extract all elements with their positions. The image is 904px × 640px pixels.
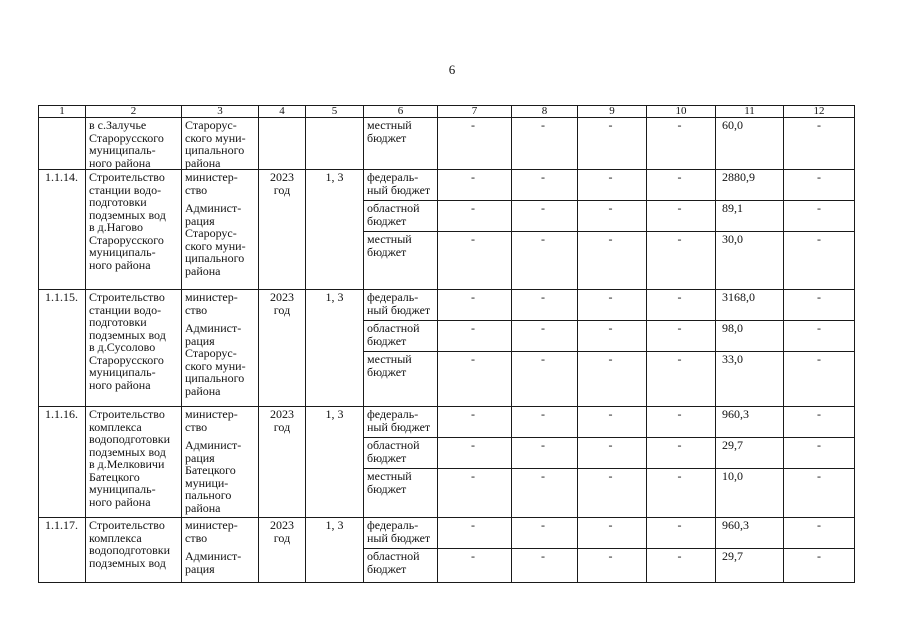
cell-line: подземных вод bbox=[89, 207, 166, 222]
item-code: 1.1.17. bbox=[39, 518, 86, 583]
funding-source bbox=[364, 170, 438, 201]
cell-line: ного района bbox=[89, 377, 151, 392]
funding-c8: - bbox=[512, 290, 578, 321]
item-name bbox=[86, 518, 182, 583]
co-executor bbox=[185, 439, 255, 514]
cell-line: ципального bbox=[185, 371, 245, 385]
cell-line: подземных вод bbox=[89, 327, 166, 342]
item-target: 1, 3 bbox=[306, 407, 364, 518]
item-agency bbox=[182, 170, 259, 290]
column-header: 10 bbox=[647, 106, 716, 118]
budget-table bbox=[38, 105, 855, 583]
item-code bbox=[39, 118, 86, 170]
funding-c7: - bbox=[438, 290, 512, 321]
table-row bbox=[39, 290, 855, 321]
funding-source bbox=[364, 518, 438, 549]
item-agency bbox=[182, 118, 259, 170]
cell-line: района bbox=[185, 383, 221, 398]
cell-line: станции водо- bbox=[89, 302, 162, 317]
funding-c8: - bbox=[512, 118, 578, 170]
funding-c12: - bbox=[784, 469, 855, 518]
column-header: 6 bbox=[364, 106, 438, 118]
funding-c12: - bbox=[784, 232, 855, 290]
funding-c8: - bbox=[512, 518, 578, 549]
funding-c10: - bbox=[647, 352, 716, 407]
cell-line: Старорус- bbox=[185, 118, 237, 132]
column-header: 8 bbox=[512, 106, 578, 118]
funding-c9: - bbox=[578, 549, 647, 583]
cell-line: в д.Нагово bbox=[89, 220, 143, 234]
funding-c7: - bbox=[438, 407, 512, 438]
funding-source bbox=[364, 438, 438, 469]
funding-amount: 960,3 bbox=[716, 407, 784, 438]
funding-c7: - bbox=[438, 352, 512, 407]
funding-c12: - bbox=[784, 290, 855, 321]
cell-line: района bbox=[185, 500, 221, 515]
item-code: 1.1.15. bbox=[39, 290, 86, 407]
cell-line: Строительство bbox=[89, 518, 165, 532]
item-year bbox=[259, 170, 306, 290]
cell-line: ство bbox=[185, 182, 208, 197]
cell-line: ского муни- bbox=[185, 130, 246, 145]
funding-c10: - bbox=[647, 438, 716, 469]
funding-amount: 29,7 bbox=[716, 549, 784, 583]
funding-amount: 960,3 bbox=[716, 518, 784, 549]
item-target: 1, 3 bbox=[306, 290, 364, 407]
funding-source bbox=[364, 118, 438, 170]
item-name bbox=[86, 118, 182, 170]
funding-c12: - bbox=[784, 438, 855, 469]
cell-line: Строительство bbox=[89, 170, 165, 184]
funding-c10: - bbox=[647, 518, 716, 549]
cell-line: рация bbox=[185, 333, 215, 348]
cell-line: муниципаль- bbox=[89, 482, 156, 496]
funding-source bbox=[364, 201, 438, 232]
item-year bbox=[259, 118, 306, 170]
cell-line: водоподготовки bbox=[89, 543, 170, 557]
funding-c12: - bbox=[784, 170, 855, 201]
funding-amount: 3168,0 bbox=[716, 290, 784, 321]
cell-line: ный бюджет bbox=[367, 530, 431, 545]
cell-line: Старорус- bbox=[185, 346, 237, 360]
funding-c12: - bbox=[784, 352, 855, 407]
item-year bbox=[259, 290, 306, 407]
item-year bbox=[259, 407, 306, 518]
cell-line: Админист- bbox=[185, 201, 242, 215]
cell-line: подземных вод bbox=[89, 444, 166, 459]
cell-line: в д.Мелковичи bbox=[89, 457, 165, 471]
funding-amount: 29,7 bbox=[716, 438, 784, 469]
co-executor bbox=[185, 202, 255, 277]
cell-line: местный bbox=[367, 469, 412, 483]
cell-line: областной bbox=[367, 549, 420, 563]
year-text: 2023 год bbox=[270, 407, 294, 434]
column-header: 9 bbox=[578, 106, 647, 118]
funding-source bbox=[364, 232, 438, 290]
cell-line: Старорусского bbox=[89, 232, 164, 247]
funding-c12: - bbox=[784, 321, 855, 352]
item-year bbox=[259, 518, 306, 583]
funding-amount: 89,1 bbox=[716, 201, 784, 232]
column-header: 11 bbox=[716, 106, 784, 118]
cell-line: подготовки bbox=[89, 315, 147, 329]
cell-line: комплекса bbox=[89, 419, 142, 434]
funding-c9: - bbox=[578, 170, 647, 201]
funding-c8: - bbox=[512, 549, 578, 583]
cell-line: ского муни- bbox=[185, 238, 246, 253]
funding-c12: - bbox=[784, 118, 855, 170]
page-number: 6 bbox=[448, 62, 456, 77]
funding-c10: - bbox=[647, 549, 716, 583]
cell-line: ство bbox=[185, 530, 208, 545]
funding-c7: - bbox=[438, 321, 512, 352]
funding-source bbox=[364, 407, 438, 438]
funding-c8: - bbox=[512, 469, 578, 518]
cell-line: бюджет bbox=[367, 213, 407, 228]
funding-c7: - bbox=[438, 170, 512, 201]
funding-c10: - bbox=[647, 232, 716, 290]
funding-c7: - bbox=[438, 232, 512, 290]
item-agency bbox=[182, 518, 259, 583]
cell-line: федераль- bbox=[367, 407, 419, 421]
funding-c10: - bbox=[647, 290, 716, 321]
funding-c8: - bbox=[512, 232, 578, 290]
funding-amount: 33,0 bbox=[716, 352, 784, 407]
funding-c8: - bbox=[512, 407, 578, 438]
cell-line: Старорусского bbox=[89, 130, 164, 145]
cell-line: рация bbox=[185, 213, 215, 228]
cell-line: комплекса bbox=[89, 530, 142, 545]
cell-line: ного района bbox=[89, 257, 151, 272]
co-executor bbox=[185, 550, 255, 575]
funding-amount: 60,0 bbox=[716, 118, 784, 170]
funding-c10: - bbox=[647, 118, 716, 170]
cell-line: станции водо- bbox=[89, 182, 162, 197]
funding-c7: - bbox=[438, 469, 512, 518]
funding-c10: - bbox=[647, 321, 716, 352]
column-header: 4 bbox=[259, 106, 306, 118]
table-body bbox=[39, 118, 855, 583]
table-row bbox=[39, 118, 855, 170]
table-row bbox=[39, 407, 855, 438]
funding-c10: - bbox=[647, 201, 716, 232]
cell-line: Старорусского bbox=[89, 352, 164, 367]
funding-c8: - bbox=[512, 438, 578, 469]
funding-c8: - bbox=[512, 170, 578, 201]
funding-c9: - bbox=[578, 469, 647, 518]
cell-line: Батецкого bbox=[89, 469, 140, 484]
cell-line: министер- bbox=[185, 518, 238, 532]
cell-line: рация bbox=[185, 561, 215, 576]
funding-c9: - bbox=[578, 201, 647, 232]
cell-line: ного района bbox=[89, 155, 151, 170]
table-header bbox=[39, 106, 855, 118]
item-name bbox=[86, 407, 182, 518]
funding-c9: - bbox=[578, 118, 647, 170]
cell-line: областной bbox=[367, 201, 420, 215]
cell-line: пального bbox=[185, 488, 232, 502]
cell-line: местный bbox=[367, 118, 412, 132]
cell-line: областной bbox=[367, 321, 420, 335]
funding-source bbox=[364, 321, 438, 352]
funding-c12: - bbox=[784, 407, 855, 438]
funding-c7: - bbox=[438, 518, 512, 549]
cell-line: министер- bbox=[185, 290, 238, 304]
funding-c8: - bbox=[512, 352, 578, 407]
cell-line: ного района bbox=[89, 494, 151, 509]
item-target bbox=[306, 118, 364, 170]
cell-line: бюджет bbox=[367, 561, 407, 576]
cell-line: ципального bbox=[185, 251, 245, 265]
cell-line: подготовки bbox=[89, 195, 147, 209]
cell-line: бюджет bbox=[367, 130, 407, 145]
column-header: 3 bbox=[182, 106, 259, 118]
cell-line: Старорус- bbox=[185, 226, 237, 240]
funding-amount: 98,0 bbox=[716, 321, 784, 352]
cell-line: областной bbox=[367, 438, 420, 452]
cell-line: Строительство bbox=[89, 290, 165, 304]
cell-line: ство bbox=[185, 419, 208, 434]
funding-source bbox=[364, 469, 438, 518]
funding-c10: - bbox=[647, 469, 716, 518]
cell-line: в с.Залучье bbox=[89, 118, 147, 132]
cell-line: муниципаль- bbox=[89, 143, 156, 157]
funding-source bbox=[364, 352, 438, 407]
funding-c8: - bbox=[512, 321, 578, 352]
year-text: 2023 год bbox=[270, 170, 294, 197]
column-header: 2 bbox=[86, 106, 182, 118]
funding-c7: - bbox=[438, 549, 512, 583]
cell-line: Админист- bbox=[185, 549, 242, 563]
co-executor bbox=[185, 322, 255, 397]
item-code: 1.1.16. bbox=[39, 407, 86, 518]
cell-line: Админист- bbox=[185, 438, 242, 452]
funding-c7: - bbox=[438, 201, 512, 232]
funding-c10: - bbox=[647, 170, 716, 201]
cell-line: федераль- bbox=[367, 290, 419, 304]
cell-line: Админист- bbox=[185, 321, 242, 335]
cell-line: района bbox=[185, 263, 221, 278]
cell-line: бюджет bbox=[367, 364, 407, 379]
item-code: 1.1.14. bbox=[39, 170, 86, 290]
header-row bbox=[39, 106, 855, 118]
column-header: 1 bbox=[39, 106, 86, 118]
funding-c9: - bbox=[578, 321, 647, 352]
cell-line: местный bbox=[367, 352, 412, 366]
cell-line: ского муни- bbox=[185, 358, 246, 373]
table-row bbox=[39, 518, 855, 549]
cell-line: муници- bbox=[185, 475, 229, 490]
funding-source bbox=[364, 290, 438, 321]
cell-line: местный bbox=[367, 232, 412, 246]
funding-c7: - bbox=[438, 438, 512, 469]
funding-c9: - bbox=[578, 518, 647, 549]
cell-line: Строительство bbox=[89, 407, 165, 421]
funding-c12: - bbox=[784, 201, 855, 232]
cell-line: ный бюджет bbox=[367, 302, 431, 317]
funding-c12: - bbox=[784, 549, 855, 583]
cell-line: федераль- bbox=[367, 518, 419, 532]
cell-line: бюджет bbox=[367, 481, 407, 496]
funding-source bbox=[364, 549, 438, 583]
funding-amount: 10,0 bbox=[716, 469, 784, 518]
funding-amount: 30,0 bbox=[716, 232, 784, 290]
column-header: 12 bbox=[784, 106, 855, 118]
funding-c10: - bbox=[647, 407, 716, 438]
cell-line: подземных вод bbox=[89, 555, 166, 570]
cell-line: района bbox=[185, 155, 221, 170]
funding-c9: - bbox=[578, 290, 647, 321]
cell-line: ный бюджет bbox=[367, 182, 431, 197]
item-target: 1, 3 bbox=[306, 518, 364, 583]
funding-c9: - bbox=[578, 407, 647, 438]
funding-c8: - bbox=[512, 201, 578, 232]
table-row bbox=[39, 170, 855, 201]
column-header: 5 bbox=[306, 106, 364, 118]
cell-line: министер- bbox=[185, 170, 238, 184]
cell-line: ципального bbox=[185, 143, 245, 157]
funding-c12: - bbox=[784, 518, 855, 549]
cell-line: муниципаль- bbox=[89, 365, 156, 379]
cell-line: рация bbox=[185, 450, 215, 465]
cell-line: муниципаль- bbox=[89, 245, 156, 259]
cell-line: ство bbox=[185, 302, 208, 317]
funding-c9: - bbox=[578, 352, 647, 407]
funding-amount: 2880,9 bbox=[716, 170, 784, 201]
cell-line: ный бюджет bbox=[367, 419, 431, 434]
cell-line: бюджет bbox=[367, 244, 407, 259]
cell-line: водоподготовки bbox=[89, 432, 170, 446]
item-name bbox=[86, 290, 182, 407]
cell-line: бюджет bbox=[367, 333, 407, 348]
funding-c7: - bbox=[438, 118, 512, 170]
funding-c9: - bbox=[578, 438, 647, 469]
year-text: 2023 год bbox=[270, 518, 294, 545]
item-agency bbox=[182, 290, 259, 407]
item-agency bbox=[182, 407, 259, 518]
cell-line: в д.Сусолово bbox=[89, 340, 156, 354]
item-name bbox=[86, 170, 182, 290]
funding-c9: - bbox=[578, 232, 647, 290]
cell-line: федераль- bbox=[367, 170, 419, 184]
cell-line: министер- bbox=[185, 407, 238, 421]
cell-line: Батецкого bbox=[185, 463, 236, 477]
year-text: 2023 год bbox=[270, 290, 294, 317]
item-target: 1, 3 bbox=[306, 170, 364, 290]
cell-line: бюджет bbox=[367, 450, 407, 465]
column-header: 7 bbox=[438, 106, 512, 118]
